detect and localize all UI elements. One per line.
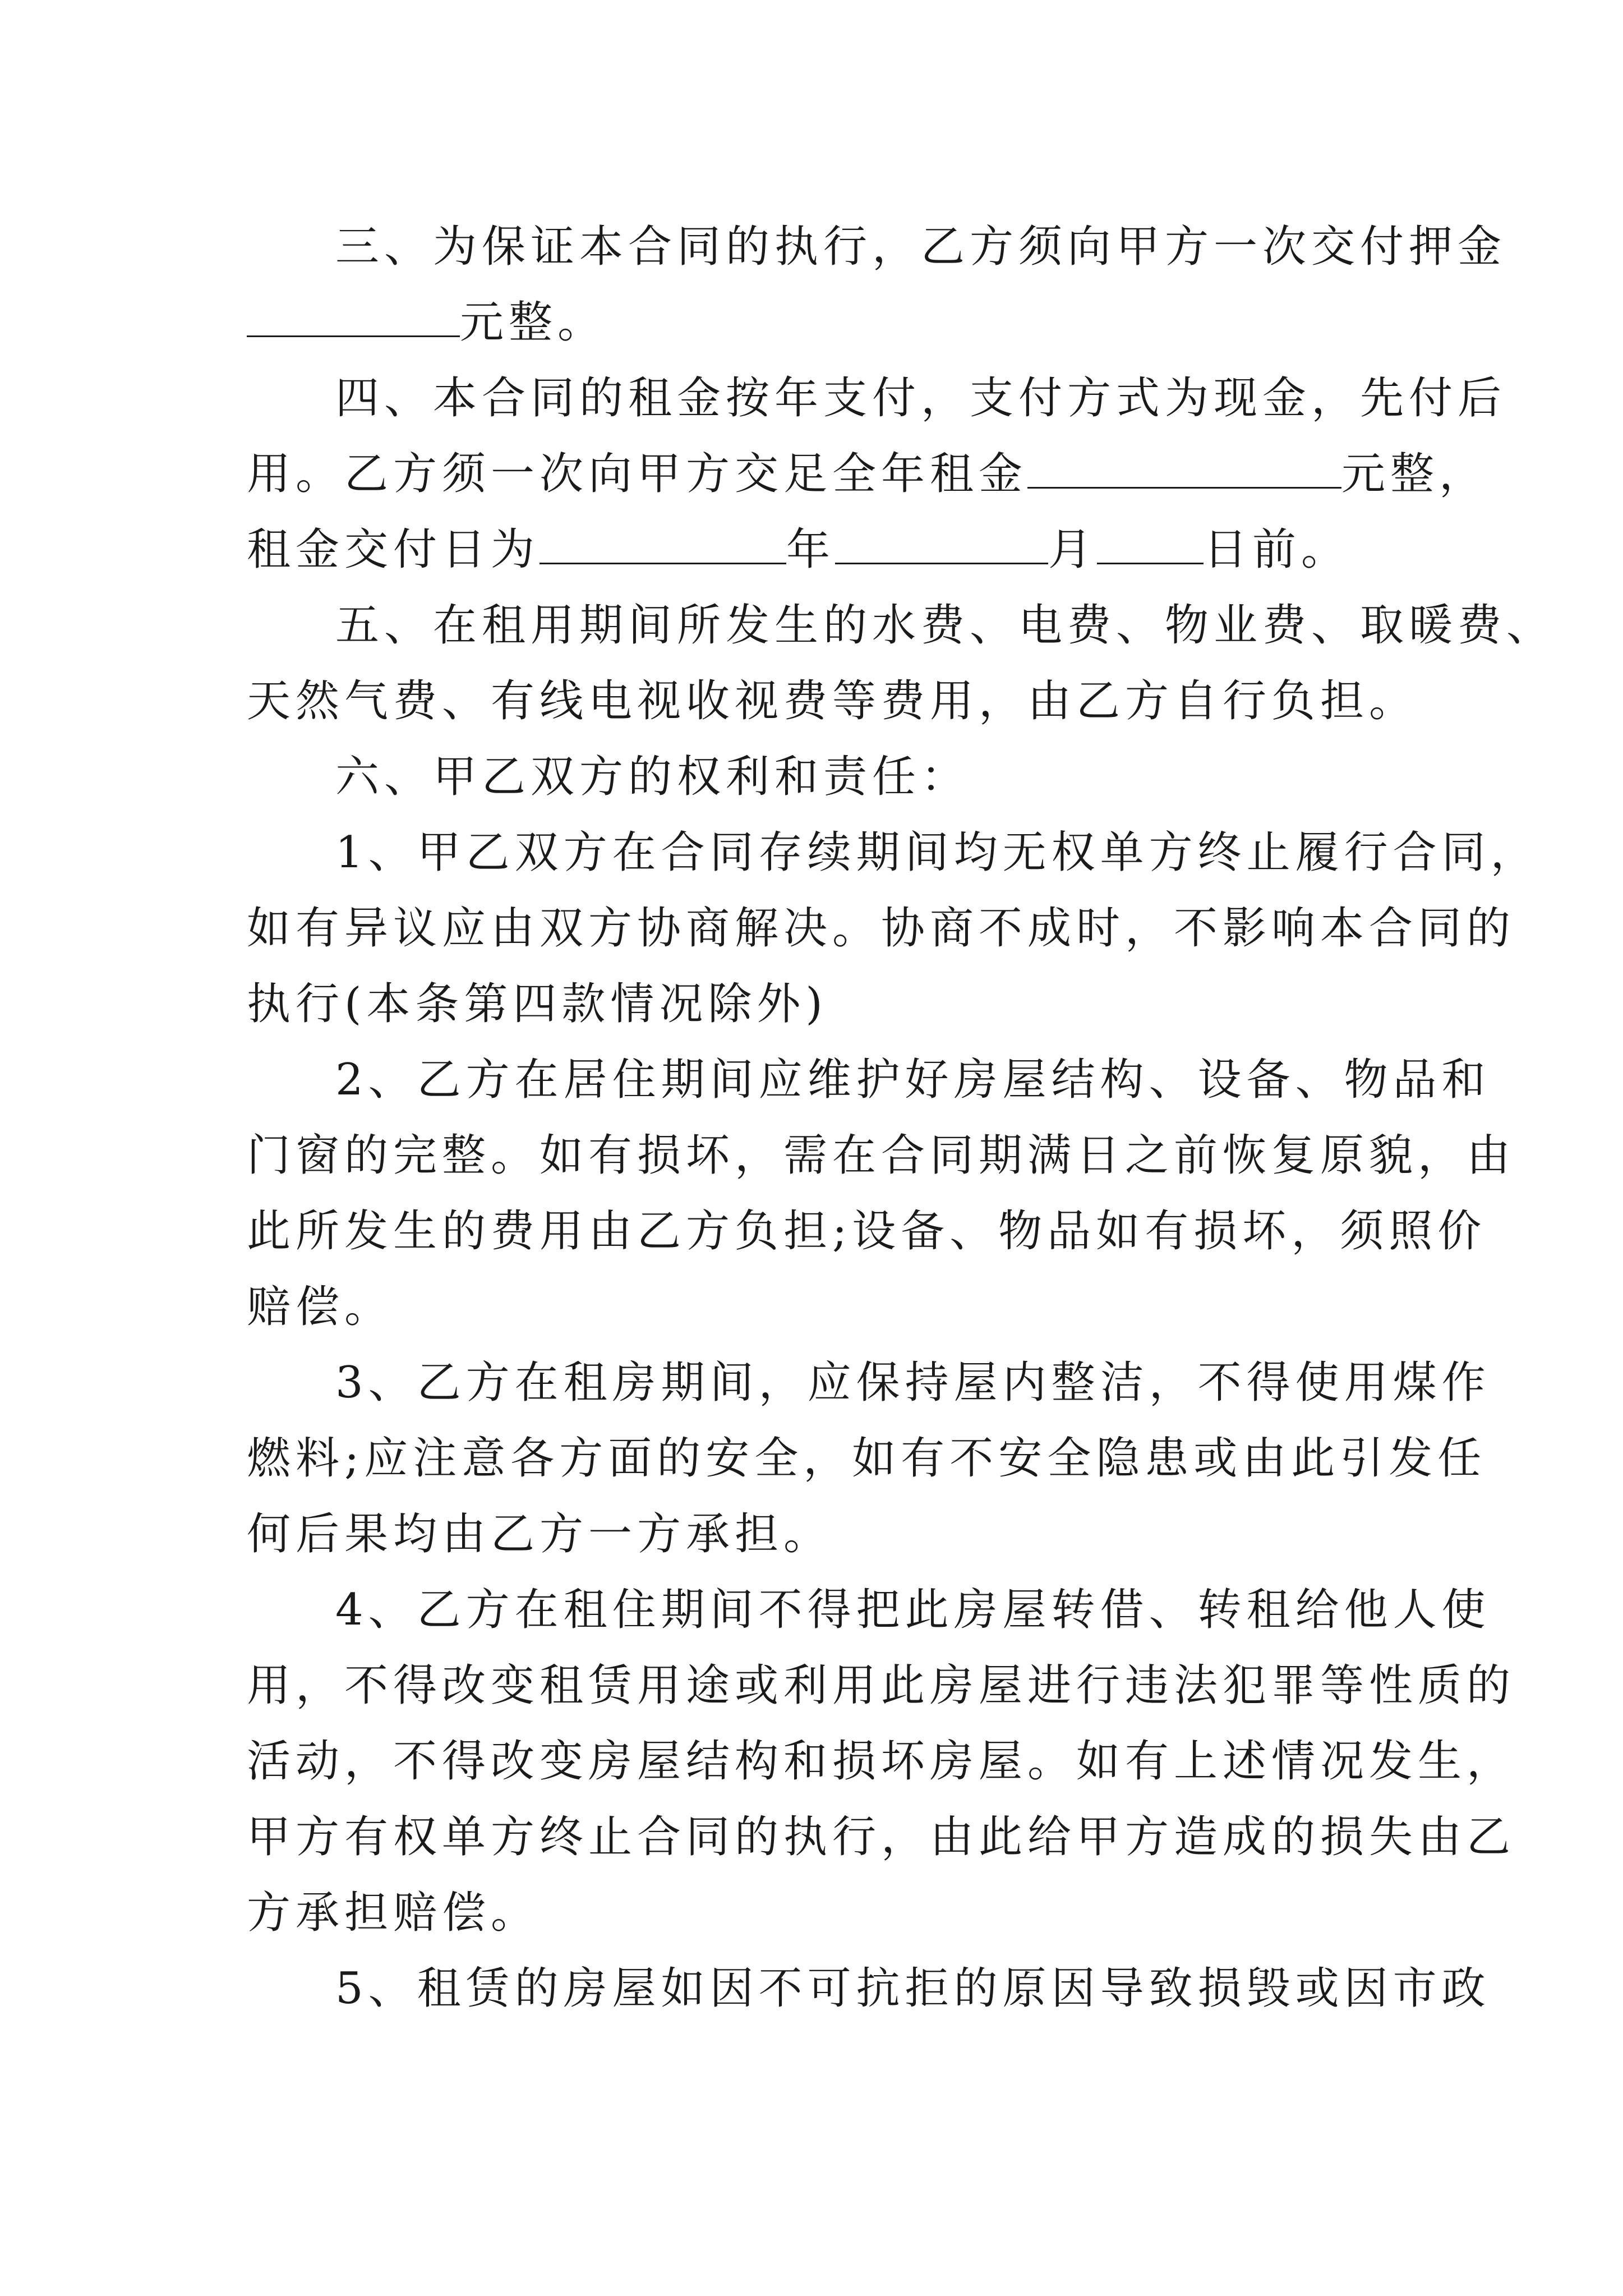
item-5-line-1: 5、租赁的房屋如因不可抗拒的原因导致损毁或因市政 — [335, 1963, 1491, 2014]
annual-rent-blank — [1027, 448, 1341, 489]
item-1-line-2: 如有异议应由双方协商解决。协商不成时，不影响本合同的 — [247, 903, 1516, 954]
clause-4-line-1: 四、本合同的租金按年支付，支付方式为现金，先付后 — [335, 373, 1507, 424]
clause-4-line-2-suffix: 元整， — [1341, 449, 1488, 499]
item-2-line-2: 门窗的完整。如有损坏，需在合同期满日之前恢复原貌，由 — [247, 1130, 1516, 1181]
clause-4-line-3 — [247, 522, 1350, 578]
item-1-line-1: 1、甲乙双方在合同存续期间均无权单方终止履行合同， — [335, 827, 1539, 878]
item-2-line-4: 赔偿。 — [247, 1282, 394, 1332]
clause-4-line-3-prefix: 租金交付日为 — [247, 524, 540, 575]
item-4-line-4: 甲方有权单方终止合同的执行，由此给甲方造成的损失由乙 — [247, 1812, 1516, 1862]
month-label: 月 — [1048, 524, 1098, 575]
item-1-line-3: 执行(本条第四款情况除外) — [247, 979, 828, 1029]
clause-5-line-1: 五、在租用期间所发生的水费、电费、物业费、取暖费、 — [335, 600, 1556, 651]
clause-3-line-2-suffix: 元整。 — [460, 297, 607, 348]
payment-year-blank — [540, 523, 786, 564]
payment-day-blank — [1097, 523, 1204, 564]
item-4-line-1: 4、乙方在租住期间不得把此房屋转借、转租给他人使 — [335, 1585, 1491, 1635]
clause-5-line-2: 天然气费、有线电视收视费等费用，由乙方自行负担。 — [247, 676, 1418, 726]
item-3-line-1: 3、乙方在租房期间，应保持屋内整洁，不得使用煤作 — [335, 1358, 1491, 1408]
item-3-line-3: 何后果均由乙方一方承担。 — [247, 1509, 833, 1559]
item-2-line-3: 此所发生的费用由乙方负担;设备、物品如有损坏，须照价 — [247, 1206, 1487, 1257]
item-4-line-5: 方承担赔偿。 — [247, 1888, 540, 1938]
deposit-amount-blank — [247, 296, 460, 337]
item-3-line-2: 燃料;应注意各方面的安全，如有不安全隐患或由此引发任 — [247, 1433, 1487, 1484]
day-label: 日前。 — [1204, 524, 1350, 575]
payment-month-blank — [835, 523, 1048, 564]
item-2-line-1: 2、乙方在居住期间应维护好房屋结构、设备、物品和 — [335, 1055, 1491, 1105]
year-label: 年 — [786, 524, 836, 575]
clause-4-line-2-prefix: 用。乙方须一次向甲方交足全年租金 — [247, 449, 1028, 499]
clause-3-line-2 — [247, 295, 606, 351]
clause-4-line-2 — [247, 446, 1488, 502]
clause-3-line-1: 三、为保证本合同的执行，乙方须向甲方一次交付押金 — [335, 222, 1507, 272]
item-4-line-2: 用，不得改变租赁用途或利用此房屋进行违法犯罪等性质的 — [247, 1660, 1516, 1711]
item-4-line-3: 活动，不得改变房屋结构和损坏房屋。如有上述情况发生， — [247, 1736, 1516, 1787]
clause-6-title: 六、甲乙双方的权利和责任： — [335, 752, 970, 802]
